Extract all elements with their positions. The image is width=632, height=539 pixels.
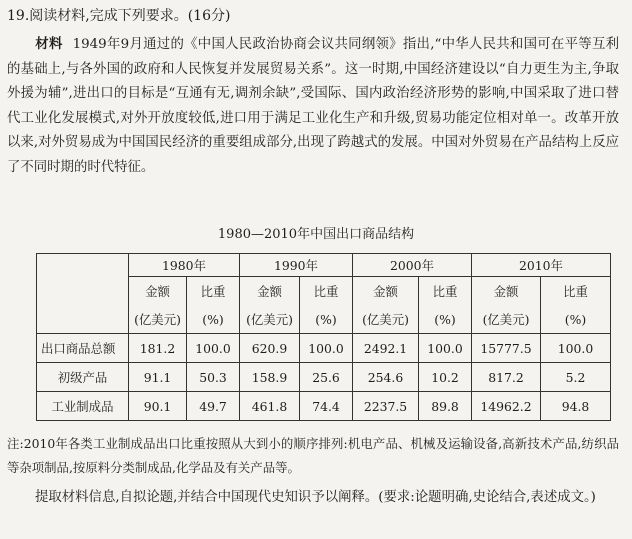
table-cell: 817.2 <box>472 363 541 392</box>
table-row <box>37 392 611 421</box>
year-header: 2000年 <box>353 254 472 277</box>
table-cell: 15777.5 <box>472 334 541 363</box>
table-cell: 100.0 <box>300 334 353 363</box>
table-cell: 254.6 <box>353 363 419 392</box>
table-cell: 2237.5 <box>353 392 419 421</box>
table-cell: 5.2 <box>541 363 611 392</box>
table-cell: 74.4 <box>300 392 353 421</box>
share-header: 比重 <box>419 277 472 306</box>
table-row <box>37 363 611 392</box>
table-caption: 1980—2010年中国出口商品结构 <box>217 227 415 242</box>
share-unit: (%) <box>300 305 353 334</box>
row-label: 工业制成品 <box>37 392 129 421</box>
table-cell: 50.3 <box>187 363 240 392</box>
amount-unit: (亿美元) <box>129 305 187 334</box>
share-header: 比重 <box>187 277 240 306</box>
share-header: 比重 <box>541 277 611 306</box>
table-cell: 91.1 <box>129 363 187 392</box>
material-text: 1949年9月通过的《中国人民政治协商会议共同纲领》指出,“中华人民共和国可在平等互利的基础上,与各外国的政府和人民恢复并发展贸易关系”。这一时期,中国经济建设以“自力更生为主,争取外援为辅”,进出口的目标是“互通有无,调剂余缺”,受国际、国内政治经济形势的影响,中国采取了进口替代工业化发展模式,对外开放度较低,进口用于满足工业化生产和升级,贸易功能定位相对单一。改革开放以来,对外贸易成为中国国民经济的重要组成部分,出现了跨越式的发展。中国对外贸易在产品结构上反应了不同时期的时代特征。 <box>7 37 619 175</box>
table-cell: 100.0 <box>541 334 611 363</box>
question-title: 19.阅读材料,完成下列要求。(16分) <box>7 8 231 24</box>
task-instructions <box>7 486 619 510</box>
share-unit: (%) <box>419 305 472 334</box>
table-cell: 461.8 <box>240 392 300 421</box>
table-cell: 25.6 <box>300 363 353 392</box>
table-cell: 100.0 <box>187 334 240 363</box>
material-paragraph <box>7 32 619 181</box>
corner-cell <box>37 254 129 334</box>
row-label: 出口商品总额 <box>37 334 129 363</box>
table-cell: 2492.1 <box>353 334 419 363</box>
export-structure-table <box>36 253 611 421</box>
table-cell: 94.8 <box>541 392 611 421</box>
material-label: 材料 <box>35 36 63 52</box>
table-note: 注:2010年各类工业制成品出口比重按照从大到小的顺序排列:机电产品、机械及运输设备,高新技术产品,纺织品等杂项制品,按原料分类制成品,化学品及有关产品等。 <box>7 436 619 475</box>
table-cell: 158.9 <box>240 363 300 392</box>
year-header: 1990年 <box>240 254 353 277</box>
year-header: 1980年 <box>129 254 240 277</box>
amount-header: 金额 <box>240 277 300 306</box>
table-cell: 49.7 <box>187 392 240 421</box>
table-cell: 89.8 <box>419 392 472 421</box>
table-cell: 181.2 <box>129 334 187 363</box>
amount-header: 金额 <box>353 277 419 306</box>
year-header: 2010年 <box>472 254 611 277</box>
amount-header: 金额 <box>129 277 187 306</box>
table-cell: 620.9 <box>240 334 300 363</box>
row-label: 初级产品 <box>37 363 129 392</box>
amount-unit: (亿美元) <box>472 305 541 334</box>
table-cell: 14962.2 <box>472 392 541 421</box>
table-cell: 90.1 <box>129 392 187 421</box>
amount-unit: (亿美元) <box>240 305 300 334</box>
table-cell: 100.0 <box>419 334 472 363</box>
share-header: 比重 <box>300 277 353 306</box>
table-row <box>37 334 611 363</box>
amount-unit: (亿美元) <box>353 305 419 334</box>
table-cell: 10.2 <box>419 363 472 392</box>
share-unit: (%) <box>541 305 611 334</box>
amount-header: 金额 <box>472 277 541 306</box>
year-header-row <box>37 254 611 277</box>
task-text: 提取材料信息,自拟论题,并结合中国现代史知识予以阐释。(要求:论题明确,史论结合,表述成文。) <box>35 490 596 505</box>
share-unit: (%) <box>187 305 240 334</box>
